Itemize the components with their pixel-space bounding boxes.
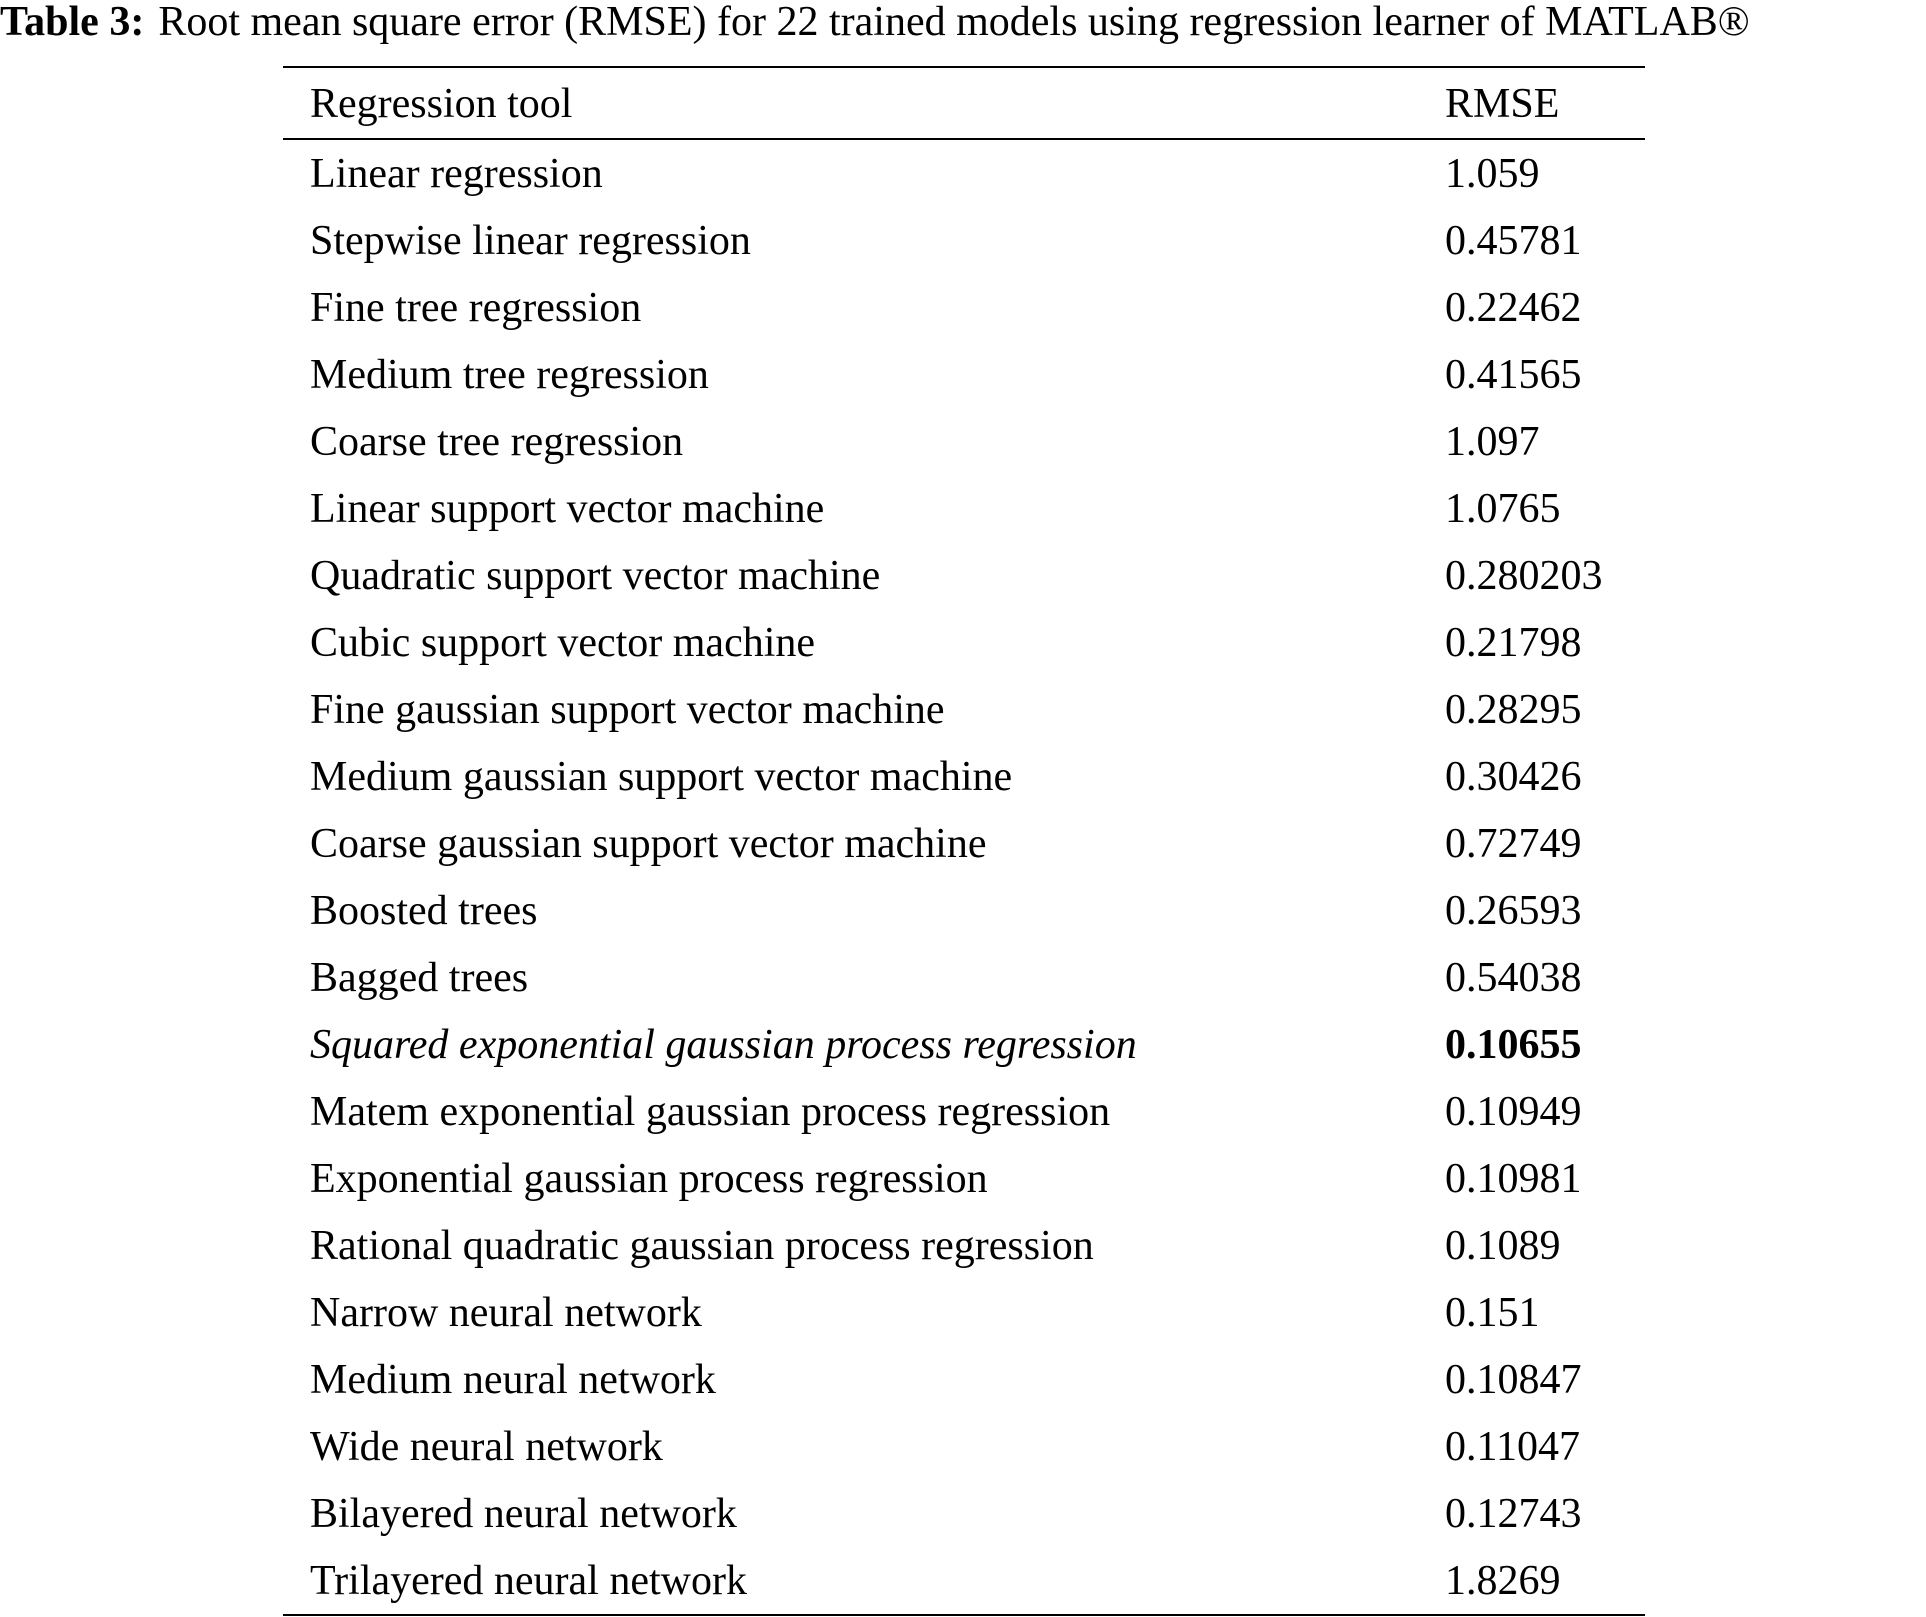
rmse-cell: 1.0765 (1445, 485, 1561, 532)
rmse-cell: 0.22462 (1445, 284, 1582, 331)
table-row-best (283, 1011, 1645, 1078)
table-row (283, 475, 1645, 542)
table-row (283, 1212, 1645, 1279)
table-row (283, 743, 1645, 810)
table-row (283, 877, 1645, 944)
tool-cell: Medium gaussian support vector machine (310, 753, 1013, 800)
rmse-cell: 0.26593 (1445, 887, 1582, 934)
rmse-cell: 0.30426 (1445, 753, 1582, 800)
table-row (283, 1145, 1645, 1212)
tool-cell: Fine gaussian support vector machine (310, 686, 945, 733)
rmse-cell: 0.11047 (1445, 1423, 1580, 1470)
tool-cell: Exponential gaussian process regression (310, 1155, 988, 1202)
table-row (283, 207, 1645, 274)
rmse-cell-best: 0.10655 (1445, 1021, 1582, 1068)
tool-cell: Coarse tree regression (310, 418, 684, 465)
tool-cell: Trilayered neural network (310, 1557, 747, 1604)
table-row (283, 810, 1645, 877)
table-row (283, 1279, 1645, 1346)
table-row (283, 1547, 1645, 1615)
table-row (283, 274, 1645, 341)
table-row (283, 944, 1645, 1011)
tool-cell: Medium tree regression (310, 351, 709, 398)
rmse-cell: 0.41565 (1445, 351, 1582, 398)
rmse-cell: 0.21798 (1445, 619, 1582, 666)
rmse-cell: 1.097 (1445, 418, 1540, 465)
rmse-cell: 0.10949 (1445, 1088, 1582, 1135)
rmse-cell: 0.1089 (1445, 1222, 1561, 1269)
table-row (283, 341, 1645, 408)
tool-cell: Medium neural network (310, 1356, 716, 1403)
results-table-container (283, 66, 1645, 1616)
rmse-cell: 0.12743 (1445, 1490, 1582, 1537)
tool-cell: Narrow neural network (310, 1289, 702, 1336)
rmse-cell: 0.10847 (1445, 1356, 1582, 1403)
header-regression-tool: Regression tool (310, 81, 573, 127)
rmse-table (283, 66, 1645, 1616)
tool-cell: Linear regression (310, 150, 603, 197)
rmse-cell: 0.54038 (1445, 954, 1582, 1001)
rmse-cell: 0.10981 (1445, 1155, 1582, 1202)
table-row (283, 1346, 1645, 1413)
caption-text: Root mean square error (RMSE) for 22 trained models using regression learner of MATLAB® (158, 0, 1750, 45)
tool-cell-best: Squared exponential gaussian process regression (310, 1021, 1137, 1068)
table-row (283, 676, 1645, 743)
rmse-cell: 0.28295 (1445, 686, 1582, 733)
caption-label: Table 3: (0, 0, 145, 45)
rmse-cell: 0.45781 (1445, 217, 1582, 264)
tool-cell: Coarse gaussian support vector machine (310, 820, 987, 867)
tool-cell: Boosted trees (310, 887, 538, 934)
rmse-cell: 1.8269 (1445, 1557, 1561, 1604)
table-caption (0, 0, 1750, 44)
tool-cell: Fine tree regression (310, 284, 642, 331)
table-row (283, 542, 1645, 609)
rmse-cell: 0.151 (1445, 1289, 1540, 1336)
tool-cell: Bilayered neural network (310, 1490, 737, 1537)
tool-cell: Matem exponential gaussian process regression (310, 1088, 1111, 1135)
rmse-cell: 0.72749 (1445, 820, 1582, 867)
tool-cell: Stepwise linear regression (310, 217, 751, 264)
header-rmse: RMSE (1445, 81, 1560, 127)
table-header-row (283, 67, 1645, 139)
rmse-cell: 1.059 (1445, 150, 1540, 197)
tool-cell: Bagged trees (310, 954, 529, 1001)
table-row (283, 139, 1645, 207)
tool-cell: Rational quadratic gaussian process regression (310, 1222, 1094, 1269)
table-row (283, 609, 1645, 676)
rmse-cell: 0.280203 (1445, 552, 1603, 599)
tool-cell: Linear support vector machine (310, 485, 825, 532)
tool-cell: Cubic support vector machine (310, 619, 816, 666)
table-row (283, 408, 1645, 475)
table-row (283, 1480, 1645, 1547)
table-row (283, 1078, 1645, 1145)
tool-cell: Quadratic support vector machine (310, 552, 881, 599)
table-row (283, 1413, 1645, 1480)
tool-cell: Wide neural network (310, 1423, 663, 1470)
